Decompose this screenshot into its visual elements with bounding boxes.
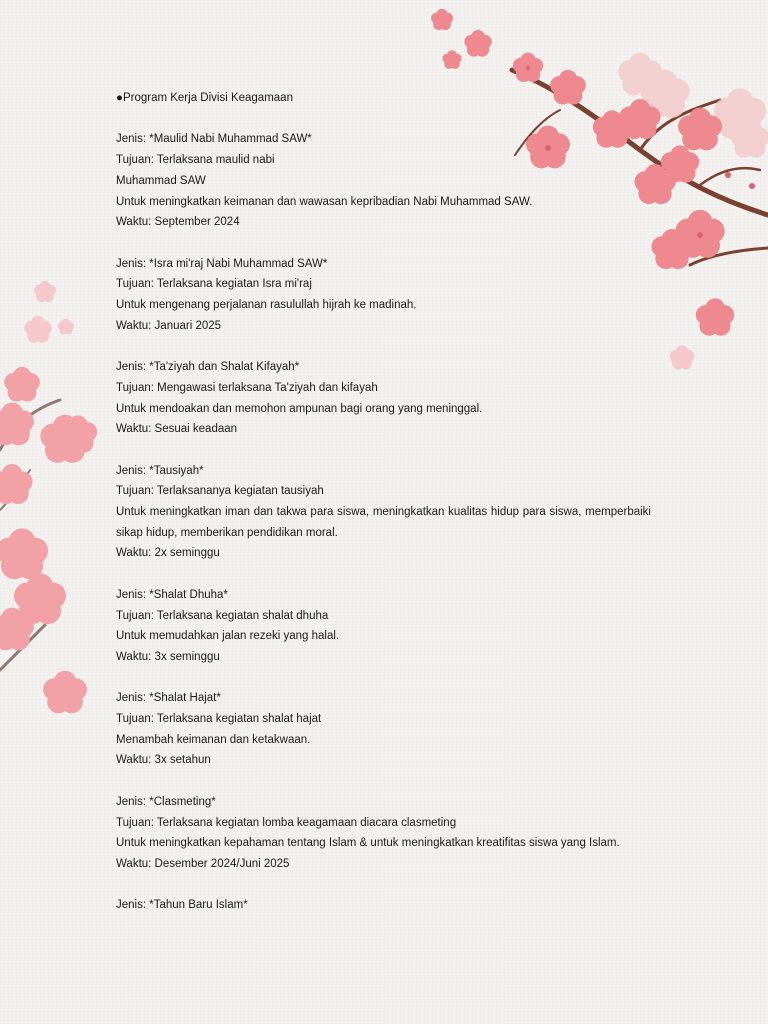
program-block-7 <box>116 792 651 875</box>
tujuan-line-continued: Muhammad SAW <box>116 174 206 187</box>
untuk-line: Untuk memudahkan jalan rezeki yang halal. <box>116 630 340 643</box>
tujuan-line: Tujuan: Terlaksana kegiatan shalat dhuha <box>116 609 329 622</box>
untuk-line: Untuk meningkatkan kepahaman tentang Islam & untuk meningkatkan kreatifitas siswa yang Islam. <box>116 837 620 850</box>
program-block-2 <box>116 254 651 337</box>
waktu-line: Waktu: Desember 2024/Juni 2025 <box>116 857 290 870</box>
program-block-4 <box>116 461 651 565</box>
tujuan-line: Tujuan: Mengawasi terlaksana Ta'ziyah dan kifayah <box>116 381 378 394</box>
jenis-line: Jenis: *Shalat Dhuha* <box>116 588 228 601</box>
untuk-line: Untuk meningkatkan iman dan takwa para siswa, meningkatkan kualitas hidup para siswa, memperbaiki sikap hidup, memberikan pendidikan moral. <box>116 506 651 539</box>
untuk-line: Menambah keimanan dan ketakwaan. <box>116 733 311 746</box>
tujuan-line: Tujuan: Terlaksana kegiatan lomba keagamaan diacara clasmeting <box>116 816 457 829</box>
document-heading: ●Program Kerja Divisi Keagamaan <box>116 92 293 104</box>
untuk-line: Untuk mengenang perjalanan rasulullah hijrah ke madinah. <box>116 299 417 311</box>
tujuan-line: Tujuan: Terlaksana kegiatan Isra mi'raj <box>116 278 312 291</box>
program-block-6 <box>116 688 651 771</box>
jenis-line: Jenis: *Shalat Hajat* <box>116 692 221 705</box>
waktu-line: Waktu: Sesuai keadaan <box>116 423 238 436</box>
program-block-3 <box>116 357 651 440</box>
document-body <box>116 88 651 916</box>
program-block-1 <box>116 129 651 233</box>
waktu-line: Waktu: 3x setahun <box>116 754 211 767</box>
tujuan-line: Tujuan: Terlaksananya kegiatan tausiyah <box>116 485 324 498</box>
jenis-line: Jenis: *Tausiyah* <box>116 464 204 477</box>
waktu-line: Waktu: September 2024 <box>116 216 240 229</box>
waktu-line: Waktu: Januari 2025 <box>116 319 222 332</box>
untuk-line: Untuk mendoakan dan memohon ampunan bagi orang yang meninggal. <box>116 402 483 415</box>
tujuan-line: Tujuan: Terlaksana kegiatan shalat hajat <box>116 713 322 725</box>
jenis-line: Jenis: *Clasmeting* <box>116 795 216 808</box>
jenis-line: Jenis: *Ta'ziyah dan Shalat Kifayah* <box>116 361 300 374</box>
jenis-line: Jenis: *Maulid Nabi Muhammad SAW* <box>116 133 312 146</box>
jenis-line: Jenis: *Isra mi'raj Nabi Muhammad SAW* <box>116 257 328 270</box>
program-block-5 <box>116 585 651 668</box>
untuk-line: Untuk meningkatkan keimanan dan wawasan kepribadian Nabi Muhammad SAW. <box>116 195 533 208</box>
waktu-line: Waktu: 2x seminggu <box>116 547 220 560</box>
waktu-line: Waktu: 3x seminggu <box>116 650 220 663</box>
tujuan-line: Tujuan: Terlaksana maulid nabi <box>116 154 275 167</box>
jenis-line-last: Jenis: *Tahun Baru Islam* <box>116 899 248 912</box>
